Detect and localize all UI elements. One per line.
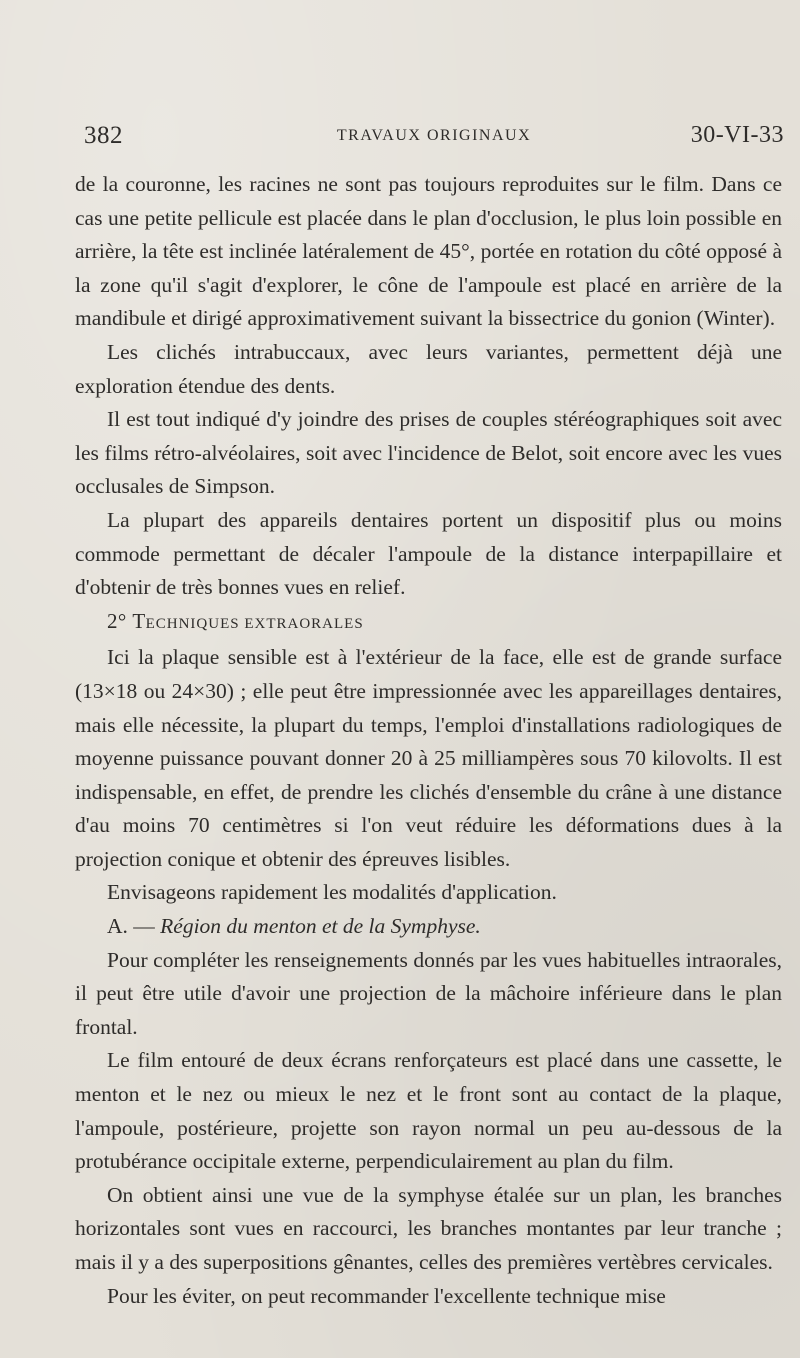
section-title: ECHNIQUES EXTRAORALES	[145, 615, 364, 632]
paragraph: Envisageons rapidement les modalités d'application.	[107, 880, 557, 905]
running-title: TRAVAUX ORIGINAUX	[336, 127, 532, 144]
issue-date: 30-VI-33	[690, 122, 784, 148]
paragraph: Le film entouré de deux écrans renforçateurs est placé dans une cassette, le menton et le nez ou mieux le nez et le front sont au contact de la plaque, l'ampoule, postérieure, projette son rayon normal un peu au-dessous de la protubérance occipitale externe, perpendiculairement au plan du film.	[75, 1048, 782, 1174]
section-number: 2°	[107, 608, 127, 633]
paragraph: On obtient ainsi une vue de la symphyse étalée sur un plan, les branches horizontales sont vues en raccourci, les branches montantes par leur tranche ; mais il y a des superpositions gênantes, celles des premières vertèbres cervicales.	[75, 1182, 782, 1274]
section-heading	[75, 605, 782, 642]
subsection-label: A. —	[107, 914, 155, 939]
paragraph: Il est tout indiqué d'y joindre des prises de couples stéréographiques soit avec les films rétro-alvéolaires, soit avec l'incidence de Belot, soit encore avec les vues occlusales de Simpson.	[75, 407, 782, 499]
paragraph-continued: de la couronne, les racines ne sont pas toujours reproduites sur le film. Dans ce cas une petite pellicule est placée dans le plan d'occlusion, le plus loin possible en arrière, la tête est inclinée latéralement de 45°, portée en rotation du côté opposé à la zone qu'il s'agit d'explorer, le cône de l'ampoule est placé en arrière de la mandibule et dirigé approximativement suivant la bissectrice du gonion (Winter).	[75, 172, 782, 331]
section-initial: T	[132, 608, 146, 633]
body-text	[75, 168, 782, 1313]
paragraph: Pour les éviter, on peut recommander l'excellente technique mise	[107, 1283, 666, 1308]
running-header	[84, 122, 784, 154]
subsection-heading	[75, 910, 782, 944]
paragraph: Ici la plaque sensible est à l'extérieur de la face, elle est de grande surface (13×18 ou 24×30) ; elle peut être impressionnée avec les appareillages dentaires, mais elle nécessite, la plupart du temps, l'emploi d'installations radiologiques de moyenne puissance pouvant donner 20 à 25 milliampères sous 70 kilovolts. Il est indispensable, en effet, de prendre les clichés d'ensemble du crâne à une distance d'au moins 70 centimètres si l'on veut réduire les déformations dues à la projection conique et obtenir des épreuves lisibles.	[75, 645, 782, 871]
paragraph: Pour compléter les renseignements donnés par les vues habituelles intraorales, il peut être utile d'avoir une projection de la mâchoire inférieure dans le plan frontal.	[75, 947, 782, 1039]
paragraph: La plupart des appareils dentaires portent un dispositif plus ou moins commode permettant de décaler l'ampoule de la distance interpapillaire et d'obtenir de très bonnes vues en relief.	[75, 507, 782, 600]
paragraph: Les clichés intrabuccaux, avec leurs variantes, permettent déjà une exploration étendue des dents.	[75, 339, 782, 398]
subsection-title: Région du menton et de la Symphyse.	[160, 914, 481, 939]
page-number: 382	[84, 122, 123, 149]
